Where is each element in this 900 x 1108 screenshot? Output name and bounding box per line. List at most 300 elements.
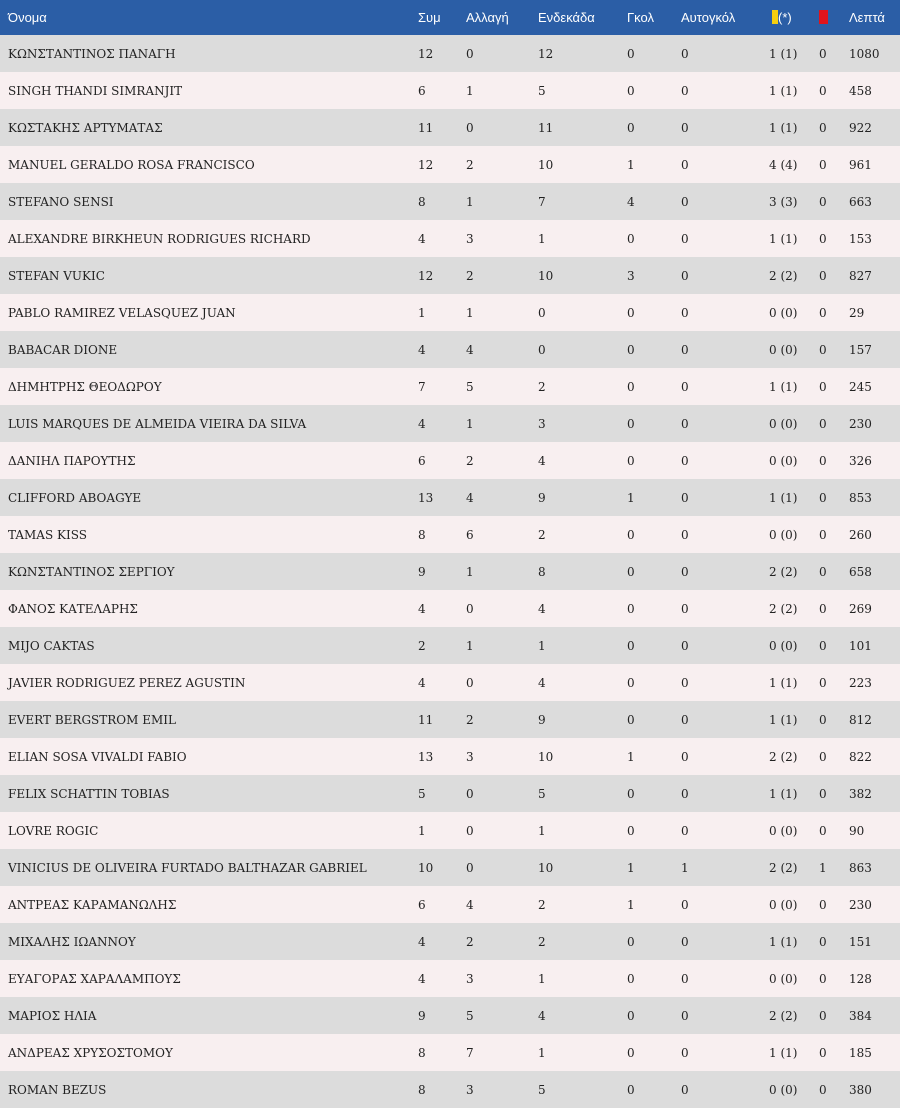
cell-yellow-cards: 0 (0) — [769, 416, 798, 431]
table-row — [0, 331, 900, 368]
cell-apps: 13 — [418, 749, 434, 764]
cell-red-cards: 0 — [819, 601, 827, 616]
cell-subs: 1 — [466, 638, 474, 653]
cell-minutes: 961 — [849, 157, 872, 172]
cell-yellow-cards: 0 (0) — [769, 897, 798, 912]
cell-name[interactable]: LUIS MARQUES DE ALMEIDA VIEIRA DA SILVA — [8, 416, 307, 431]
cell-apps: 12 — [418, 46, 434, 61]
cell-starts: 10 — [538, 749, 554, 764]
cell-minutes: 230 — [849, 897, 872, 912]
cell-goals: 0 — [627, 1008, 635, 1023]
cell-own-goals: 0 — [681, 712, 689, 727]
cell-goals: 0 — [627, 823, 635, 838]
cell-apps: 4 — [418, 675, 426, 690]
cell-own-goals: 0 — [681, 416, 689, 431]
cell-goals: 0 — [627, 601, 635, 616]
cell-red-cards: 0 — [819, 268, 827, 283]
cell-yellow-cards: 0 (0) — [769, 823, 798, 838]
cell-subs: 0 — [466, 120, 474, 135]
cell-goals: 3 — [627, 268, 635, 283]
cell-apps: 8 — [418, 194, 426, 209]
cell-starts: 5 — [538, 83, 546, 98]
cell-minutes: 260 — [849, 527, 872, 542]
cell-apps: 12 — [418, 157, 434, 172]
cell-yellow-cards: 2 (2) — [769, 1008, 798, 1023]
cell-red-cards: 0 — [819, 934, 827, 949]
cell-name[interactable]: TAMAS KISS — [8, 527, 87, 542]
col-header-starts[interactable]: Ενδεκάδα — [538, 10, 595, 25]
cell-subs: 1 — [466, 416, 474, 431]
cell-subs: 3 — [466, 971, 474, 986]
col-header-red[interactable] — [819, 0, 849, 35]
cell-minutes: 230 — [849, 416, 872, 431]
cell-apps: 1 — [418, 823, 426, 838]
table-row — [0, 183, 900, 220]
table-row — [0, 960, 900, 997]
cell-starts: 10 — [538, 860, 554, 875]
cell-goals: 0 — [627, 971, 635, 986]
cell-name[interactable]: CLIFFORD ABOAGYE — [8, 490, 142, 505]
cell-subs: 7 — [466, 1045, 474, 1060]
cell-yellow-cards: 0 (0) — [769, 453, 798, 468]
cell-own-goals: 0 — [681, 490, 689, 505]
cell-yellow-cards: 1 (1) — [769, 712, 798, 727]
table-row — [0, 590, 900, 627]
cell-yellow-cards: 1 (1) — [769, 490, 798, 505]
cell-yellow-cards: 1 (1) — [769, 934, 798, 949]
cell-yellow-cards: 2 (2) — [769, 564, 798, 579]
cell-name[interactable]: ROMAN BEZUS — [8, 1082, 107, 1097]
cell-name[interactable]: ΜΙΧΑΛΗΣ ΙΩΑΝΝΟΥ — [8, 934, 136, 949]
cell-goals: 0 — [627, 675, 635, 690]
cell-own-goals: 0 — [681, 749, 689, 764]
cell-subs: 2 — [466, 453, 474, 468]
cell-name[interactable]: ΦΑΝΟΣ ΚΑΤΕΛΑΡΗΣ — [8, 601, 138, 616]
cell-red-cards: 0 — [819, 416, 827, 431]
table-row — [0, 146, 900, 183]
cell-minutes: 326 — [849, 453, 872, 468]
cell-subs: 3 — [466, 749, 474, 764]
col-header-subs[interactable]: Αλλαγή — [466, 10, 509, 25]
cell-starts: 10 — [538, 157, 554, 172]
table-row — [0, 997, 900, 1034]
cell-minutes: 812 — [849, 712, 872, 727]
cell-starts: 3 — [538, 416, 546, 431]
cell-own-goals: 0 — [681, 46, 689, 61]
cell-goals: 0 — [627, 786, 635, 801]
cell-name[interactable]: ΔΗΜΗΤΡΗΣ ΘΕΟΔΩΡΟΥ — [8, 379, 162, 394]
yellow-card-icon — [769, 10, 778, 24]
cell-apps: 2 — [418, 638, 426, 653]
cell-own-goals: 0 — [681, 231, 689, 246]
cell-red-cards: 0 — [819, 305, 827, 320]
cell-red-cards: 0 — [819, 786, 827, 801]
cell-red-cards: 0 — [819, 342, 827, 357]
cell-apps: 4 — [418, 601, 426, 616]
cell-goals: 0 — [627, 712, 635, 727]
cell-name[interactable]: ΜΑΡΙΟΣ ΗΛΙΑ — [8, 1008, 97, 1023]
cell-apps: 8 — [418, 1045, 426, 1060]
cell-starts: 4 — [538, 675, 546, 690]
cell-yellow-cards: 1 (1) — [769, 786, 798, 801]
cell-red-cards: 0 — [819, 1082, 827, 1097]
cell-subs: 0 — [466, 786, 474, 801]
cell-apps: 6 — [418, 453, 426, 468]
table-row — [0, 664, 900, 701]
cell-subs: 4 — [466, 897, 474, 912]
cell-own-goals: 0 — [681, 786, 689, 801]
table-row — [0, 627, 900, 664]
cell-minutes: 658 — [849, 564, 872, 579]
cell-own-goals: 0 — [681, 971, 689, 986]
cell-goals: 4 — [627, 194, 635, 209]
col-header-name[interactable]: Όνομα — [8, 10, 47, 25]
cell-minutes: 153 — [849, 231, 872, 246]
cell-goals: 0 — [627, 83, 635, 98]
cell-goals: 0 — [627, 305, 635, 320]
cell-yellow-cards: 2 (2) — [769, 749, 798, 764]
cell-starts: 1 — [538, 971, 546, 986]
cell-red-cards: 0 — [819, 564, 827, 579]
cell-goals: 0 — [627, 638, 635, 653]
table-row — [0, 1034, 900, 1071]
cell-red-cards: 0 — [819, 231, 827, 246]
cell-subs: 0 — [466, 823, 474, 838]
cell-name[interactable]: JAVIER RODRIGUEZ PEREZ AGUSTIN — [8, 675, 246, 690]
col-header-minutes[interactable]: Λεπτά — [849, 10, 885, 25]
cell-apps: 7 — [418, 379, 426, 394]
cell-minutes: 922 — [849, 120, 872, 135]
cell-starts: 1 — [538, 638, 546, 653]
cell-subs: 5 — [466, 379, 474, 394]
cell-goals: 1 — [627, 897, 635, 912]
cell-subs: 0 — [466, 601, 474, 616]
table-header-row — [0, 0, 900, 35]
table-row — [0, 1071, 900, 1108]
table-row — [0, 923, 900, 960]
cell-minutes: 151 — [849, 934, 872, 949]
cell-name[interactable]: MANUEL GERALDO ROSA FRANCISCO — [8, 157, 255, 172]
cell-own-goals: 0 — [681, 675, 689, 690]
cell-minutes: 382 — [849, 786, 872, 801]
cell-starts: 5 — [538, 1082, 546, 1097]
cell-apps: 9 — [418, 1008, 426, 1023]
cell-apps: 4 — [418, 416, 426, 431]
cell-red-cards: 0 — [819, 83, 827, 98]
cell-goals: 0 — [627, 934, 635, 949]
cell-starts: 12 — [538, 46, 554, 61]
red-card-icon — [819, 10, 828, 24]
table-body — [0, 35, 900, 1108]
col-header-own-goals[interactable]: Αυτογκόλ — [681, 10, 736, 25]
cell-minutes: 157 — [849, 342, 872, 357]
col-header-goals[interactable]: Γκολ — [627, 10, 654, 25]
table-row — [0, 109, 900, 146]
cell-minutes: 384 — [849, 1008, 872, 1023]
cell-minutes: 90 — [849, 823, 865, 838]
cell-starts: 8 — [538, 564, 546, 579]
cell-starts: 11 — [538, 120, 554, 135]
cell-yellow-cards: 2 (2) — [769, 268, 798, 283]
cell-apps: 6 — [418, 897, 426, 912]
cell-yellow-cards: 2 (2) — [769, 860, 798, 875]
cell-starts: 1 — [538, 231, 546, 246]
cell-subs: 5 — [466, 1008, 474, 1023]
cell-red-cards: 0 — [819, 1008, 827, 1023]
table-row — [0, 35, 900, 72]
cell-yellow-cards: 0 (0) — [769, 638, 798, 653]
cell-goals: 0 — [627, 120, 635, 135]
cell-name[interactable]: ΚΩΝΣΤΑΝΤΙΝΟΣ ΠΑΝΑΓΗ — [8, 46, 176, 61]
cell-starts: 0 — [538, 342, 546, 357]
cell-subs: 2 — [466, 157, 474, 172]
table-row — [0, 220, 900, 257]
cell-subs: 1 — [466, 564, 474, 579]
cell-apps: 8 — [418, 1082, 426, 1097]
cell-own-goals: 0 — [681, 1082, 689, 1097]
cell-own-goals: 0 — [681, 564, 689, 579]
cell-apps: 12 — [418, 268, 434, 283]
table-row — [0, 738, 900, 775]
cell-minutes: 101 — [849, 638, 872, 653]
cell-red-cards: 0 — [819, 1045, 827, 1060]
col-header-apps[interactable]: Συμ — [418, 10, 441, 25]
cell-apps: 11 — [418, 712, 434, 727]
cell-name[interactable]: ΚΩΣΤΑΚΗΣ ΑΡΤΥΜΑΤΑΣ — [8, 120, 163, 135]
cell-red-cards: 0 — [819, 157, 827, 172]
cell-red-cards: 0 — [819, 46, 827, 61]
cell-name[interactable]: VINICIUS DE OLIVEIRA FURTADO BALTHAZAR GABRIEL — [8, 860, 367, 875]
cell-own-goals: 0 — [681, 120, 689, 135]
cell-goals: 1 — [627, 157, 635, 172]
cell-own-goals: 1 — [681, 860, 689, 875]
cell-name[interactable]: ΑΝΔΡΕΑΣ ΧΡΥΣΟΣΤΟΜΟΥ — [8, 1045, 173, 1060]
cell-starts: 2 — [538, 897, 546, 912]
table-row — [0, 812, 900, 849]
table-row — [0, 294, 900, 331]
cell-own-goals: 0 — [681, 638, 689, 653]
cell-apps: 4 — [418, 342, 426, 357]
cell-red-cards: 1 — [819, 860, 827, 875]
cell-own-goals: 0 — [681, 527, 689, 542]
cell-minutes: 185 — [849, 1045, 872, 1060]
cell-goals: 1 — [627, 749, 635, 764]
table-row — [0, 257, 900, 294]
cell-own-goals: 0 — [681, 934, 689, 949]
cell-goals: 0 — [627, 1045, 635, 1060]
cell-own-goals: 0 — [681, 157, 689, 172]
cell-name[interactable]: ΔΑΝΙΗΛ ΠΑΡΟΥΤΗΣ — [8, 453, 136, 468]
cell-apps: 5 — [418, 786, 426, 801]
cell-yellow-cards: 0 (0) — [769, 1082, 798, 1097]
table-row — [0, 479, 900, 516]
cell-own-goals: 0 — [681, 194, 689, 209]
cell-own-goals: 0 — [681, 342, 689, 357]
cell-name[interactable]: STEFAN VUKIC — [8, 268, 105, 283]
cell-subs: 0 — [466, 860, 474, 875]
cell-yellow-cards: 1 (1) — [769, 46, 798, 61]
cell-yellow-cards: 1 (1) — [769, 675, 798, 690]
cell-apps: 13 — [418, 490, 434, 505]
cell-own-goals: 0 — [681, 897, 689, 912]
cell-starts: 2 — [538, 527, 546, 542]
table-row — [0, 368, 900, 405]
table-row — [0, 72, 900, 109]
cell-subs: 4 — [466, 342, 474, 357]
cell-goals: 0 — [627, 46, 635, 61]
cell-apps: 8 — [418, 527, 426, 542]
cell-red-cards: 0 — [819, 120, 827, 135]
cell-minutes: 853 — [849, 490, 872, 505]
cell-red-cards: 0 — [819, 675, 827, 690]
cell-goals: 0 — [627, 416, 635, 431]
cell-own-goals: 0 — [681, 1008, 689, 1023]
cell-minutes: 245 — [849, 379, 872, 394]
cell-goals: 0 — [627, 379, 635, 394]
cell-apps: 4 — [418, 971, 426, 986]
table-row — [0, 886, 900, 923]
cell-subs: 1 — [466, 305, 474, 320]
cell-own-goals: 0 — [681, 379, 689, 394]
cell-subs: 0 — [466, 46, 474, 61]
cell-yellow-cards: 0 (0) — [769, 305, 798, 320]
cell-apps: 4 — [418, 231, 426, 246]
cell-goals: 0 — [627, 342, 635, 357]
cell-subs: 3 — [466, 1082, 474, 1097]
cell-starts: 4 — [538, 453, 546, 468]
cell-starts: 9 — [538, 490, 546, 505]
cell-own-goals: 0 — [681, 823, 689, 838]
cell-own-goals: 0 — [681, 83, 689, 98]
cell-subs: 2 — [466, 268, 474, 283]
table-row — [0, 849, 900, 886]
cell-red-cards: 0 — [819, 453, 827, 468]
cell-own-goals: 0 — [681, 453, 689, 468]
cell-name[interactable]: ΕΥΑΓΟΡΑΣ ΧΑΡΑΛΑΜΠΟΥΣ — [8, 971, 181, 986]
cell-red-cards: 0 — [819, 971, 827, 986]
cell-goals: 0 — [627, 1082, 635, 1097]
table-row — [0, 775, 900, 812]
cell-yellow-cards: 4 (4) — [769, 157, 798, 172]
cell-starts: 5 — [538, 786, 546, 801]
cell-apps: 11 — [418, 120, 434, 135]
cell-goals: 1 — [627, 860, 635, 875]
cell-starts: 4 — [538, 601, 546, 616]
cell-red-cards: 0 — [819, 749, 827, 764]
cell-own-goals: 0 — [681, 305, 689, 320]
cell-minutes: 458 — [849, 83, 872, 98]
cell-minutes: 1080 — [849, 46, 880, 61]
cell-name[interactable]: ALEXANDRE BIRKHEUN RODRIGUES RICHARD — [8, 231, 311, 246]
cell-goals: 0 — [627, 527, 635, 542]
cell-apps: 10 — [418, 860, 434, 875]
cell-own-goals: 0 — [681, 601, 689, 616]
cell-name[interactable]: PABLO RAMIREZ VELASQUEZ JUAN — [8, 305, 236, 320]
cell-yellow-cards: 1 (1) — [769, 1045, 798, 1060]
cell-starts: 1 — [538, 823, 546, 838]
cell-red-cards: 0 — [819, 490, 827, 505]
yellow-suffix: (*) — [778, 10, 792, 25]
cell-subs: 1 — [466, 83, 474, 98]
table-row — [0, 442, 900, 479]
table-row — [0, 701, 900, 738]
cell-yellow-cards: 0 (0) — [769, 527, 798, 542]
cell-name[interactable]: ΚΩΝΣΤΑΝΤΙΝΟΣ ΣΕΡΓΙΟΥ — [8, 564, 175, 579]
table-row — [0, 516, 900, 553]
cell-name[interactable]: MIJO CAKTAS — [8, 638, 95, 653]
cell-goals: 0 — [627, 453, 635, 468]
cell-subs: 2 — [466, 934, 474, 949]
table-row — [0, 405, 900, 442]
cell-starts: 1 — [538, 1045, 546, 1060]
cell-subs: 4 — [466, 490, 474, 505]
cell-minutes: 863 — [849, 860, 872, 875]
cell-yellow-cards: 1 (1) — [769, 231, 798, 246]
cell-red-cards: 0 — [819, 823, 827, 838]
cell-minutes: 269 — [849, 601, 872, 616]
cell-goals: 0 — [627, 564, 635, 579]
cell-starts: 2 — [538, 379, 546, 394]
cell-starts: 7 — [538, 194, 546, 209]
cell-yellow-cards: 0 (0) — [769, 342, 798, 357]
cell-name[interactable]: SINGH THANDI SIMRANJIT — [8, 83, 183, 98]
cell-starts: 2 — [538, 934, 546, 949]
cell-starts: 0 — [538, 305, 546, 320]
table-row — [0, 553, 900, 590]
cell-minutes: 223 — [849, 675, 872, 690]
cell-yellow-cards: 1 (1) — [769, 379, 798, 394]
cell-name[interactable]: ELIAN SOSA VIVALDI FABIO — [8, 749, 187, 764]
cell-name[interactable]: STEFANO SENSI — [8, 194, 114, 209]
cell-red-cards: 0 — [819, 379, 827, 394]
cell-apps: 1 — [418, 305, 426, 320]
cell-minutes: 663 — [849, 194, 872, 209]
cell-yellow-cards: 1 (1) — [769, 83, 798, 98]
cell-red-cards: 0 — [819, 194, 827, 209]
cell-red-cards: 0 — [819, 712, 827, 727]
cell-red-cards: 0 — [819, 897, 827, 912]
cell-minutes: 29 — [849, 305, 865, 320]
cell-name[interactable]: FELIX SCHATTIN TOBIAS — [8, 786, 170, 801]
cell-subs: 2 — [466, 712, 474, 727]
cell-yellow-cards: 2 (2) — [769, 601, 798, 616]
cell-name[interactable]: ΑΝΤΡΕΑΣ ΚΑΡΑΜΑΝΩΛΗΣ — [8, 897, 177, 912]
cell-goals: 0 — [627, 231, 635, 246]
cell-own-goals: 0 — [681, 1045, 689, 1060]
cell-yellow-cards: 0 (0) — [769, 971, 798, 986]
cell-red-cards: 0 — [819, 638, 827, 653]
cell-subs: 6 — [466, 527, 474, 542]
col-header-yellow[interactable] — [769, 0, 819, 35]
cell-goals: 1 — [627, 490, 635, 505]
cell-own-goals: 0 — [681, 268, 689, 283]
cell-starts: 4 — [538, 1008, 546, 1023]
cell-minutes: 822 — [849, 749, 872, 764]
cell-name[interactable]: LOVRE ROGIC — [8, 823, 99, 838]
cell-apps: 4 — [418, 934, 426, 949]
cell-starts: 10 — [538, 268, 554, 283]
cell-minutes: 827 — [849, 268, 872, 283]
cell-yellow-cards: 3 (3) — [769, 194, 798, 209]
cell-subs: 3 — [466, 231, 474, 246]
cell-minutes: 128 — [849, 971, 872, 986]
cell-minutes: 380 — [849, 1082, 872, 1097]
cell-name[interactable]: BABACAR DIONE — [8, 342, 118, 357]
cell-red-cards: 0 — [819, 527, 827, 542]
cell-subs: 1 — [466, 194, 474, 209]
cell-name[interactable]: EVERT BERGSTROM EMIL — [8, 712, 176, 727]
cell-yellow-cards: 1 (1) — [769, 120, 798, 135]
